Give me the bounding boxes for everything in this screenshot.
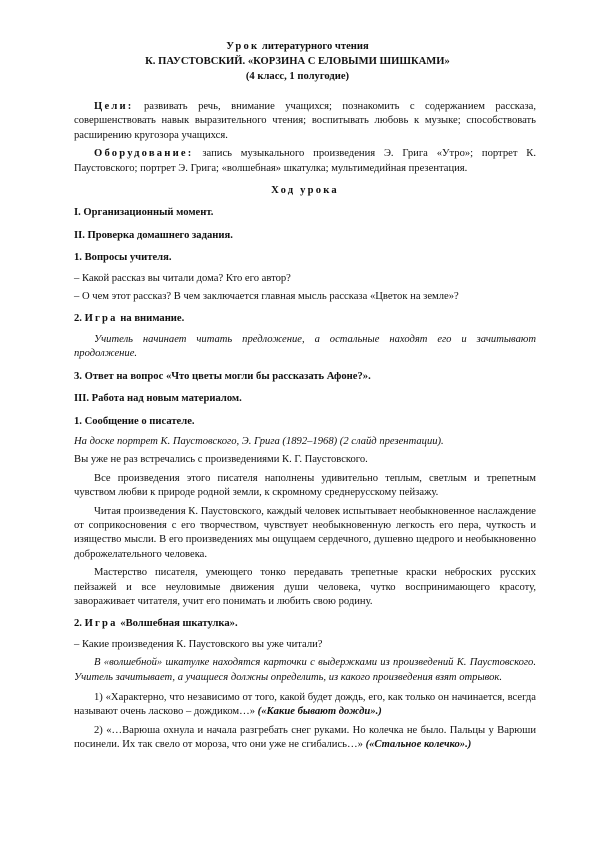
section-new-material: III. Работа над новым материалом. [74,393,242,405]
section-organizational: I. Организационный момент. [74,207,214,219]
board-note: На доске портрет К. Паустовского, Э. Грига (1892–1968) (2 слайд презентации). [74,435,444,447]
magic-box-rest: «Волшебная шкатулка». [117,618,238,630]
equipment-paragraph [74,147,536,176]
attention-game-word: Игра [84,313,118,325]
question-2: – О чем этот рассказ? В чем заключается главная мысль рассказа «Цветок на земле»? [74,291,459,303]
excerpt-1-source: («Какие бывают дожди».) [257,706,382,718]
excerpt-1-text: 1) «Характерно, что независимо от того, какой будет дождь, его, как только он начинается, всегда называют очень ласково – дождиком…» [74,692,536,718]
question-1: – Какой рассказ вы читали дома? Кто его автор? [74,272,291,284]
lesson-grade: (4 класс, 1 полугодие) [245,71,350,82]
subsection-question-answer: 3. Ответ на вопрос «Что цветы могли бы рассказать Афоне?». [74,370,371,382]
lesson-title: К. ПАУСТОВСКИЙ. «КОРЗИНА С ЕЛОВЫМИ ШИШКАМИ» [145,56,450,67]
question-3: – Какие произведения К. Паустовского вы уже читали? [74,638,323,650]
excerpt-2 [74,724,536,753]
section-homework-check: II. Проверка домашнего задания. [74,229,233,241]
equipment-text: запись музыкального произведения Э. Грига «Утро»; портрет К. Паустовского; портрет Э. Грига; «волшебная» шкатулка; мультимедийная презентация. [74,148,536,174]
paragraph-2: Все произведения этого писателя наполнены удивительно теплым, светлым и трепетным чувством любви к природе родной земли, к скромному среднерусскому пейзажу. [74,472,536,499]
document-body [74,100,536,753]
subsection-teacher-questions: 1. Вопросы учителя. [74,252,172,264]
excerpt-2-text: 2) «…Варюша охнула и начала разгребать снег руками. Но колечка не было. Пальцы у Варюши посинели. Их так свело от мороза, что они уже не сгибались…» [74,724,536,751]
attention-game-num: 2. [74,313,85,325]
paragraph-4: Мастерство писателя, умеющего тонко передавать трепетные краски неброских русских пейзажей и все неуловимые движения души человека, чутко воспринимающего красоту, завораживает читателя, учит его понимать и любить свою родину. [74,567,536,607]
magic-box-num: 2. [74,618,85,630]
excerpt-2-source: («Стальное колечко».) [365,739,472,751]
lesson-subject-line [60,40,535,55]
goals-label: Цели: [94,101,134,112]
subsection-attention-game [74,312,536,326]
goals-paragraph [74,100,536,143]
attention-game-rest: на внимание. [117,313,185,325]
lesson-plan-title: Ход урока [271,185,339,197]
lesson-subject: литературного чтения [259,41,369,52]
lesson-header [60,40,535,85]
paragraph-3: Читая произведения К. Паустовского, каждый человек испытывает необыкновенное наслаждение от соприкосновения с его творчеством, чувствует необыкновенную легкость его пера, чуткость и изящество мысли. В его произведениях мы ощущаем сердечного, душевно щедрого и необыкновенно доброжелательного человека. [74,505,536,560]
excerpt-1 [74,691,536,720]
subsection-about-writer: 1. Сообщение о писателе. [74,415,195,427]
attention-game-instructions: Учитель начинает читать предложение, а остальные находят его и зачитывают продолжение. [74,333,536,360]
lesson-word: Урок [226,41,260,52]
goals-text: развивать речь, внимание учащихся; познакомить с содержанием рассказа, совершенствовать навык выразительного чтения; воспитывать любовь к музыке; способствовать расширению кругозора учащихся. [74,101,536,141]
equipment-label: Оборудование: [94,148,194,160]
magic-box-word: Игра [84,618,118,630]
subsection-magic-box-game [74,617,536,631]
paragraph-1: Вы уже не раз встречались с произведениями К. Г. Паустовского. [74,454,368,466]
magic-box-instructions: В «волшебной» шкатулке находятся карточки с выдержками из произведений К. Паустовского. Учитель зачитывает, а учащиеся должны определить, из какого произведения взят отрывок. [74,657,536,683]
